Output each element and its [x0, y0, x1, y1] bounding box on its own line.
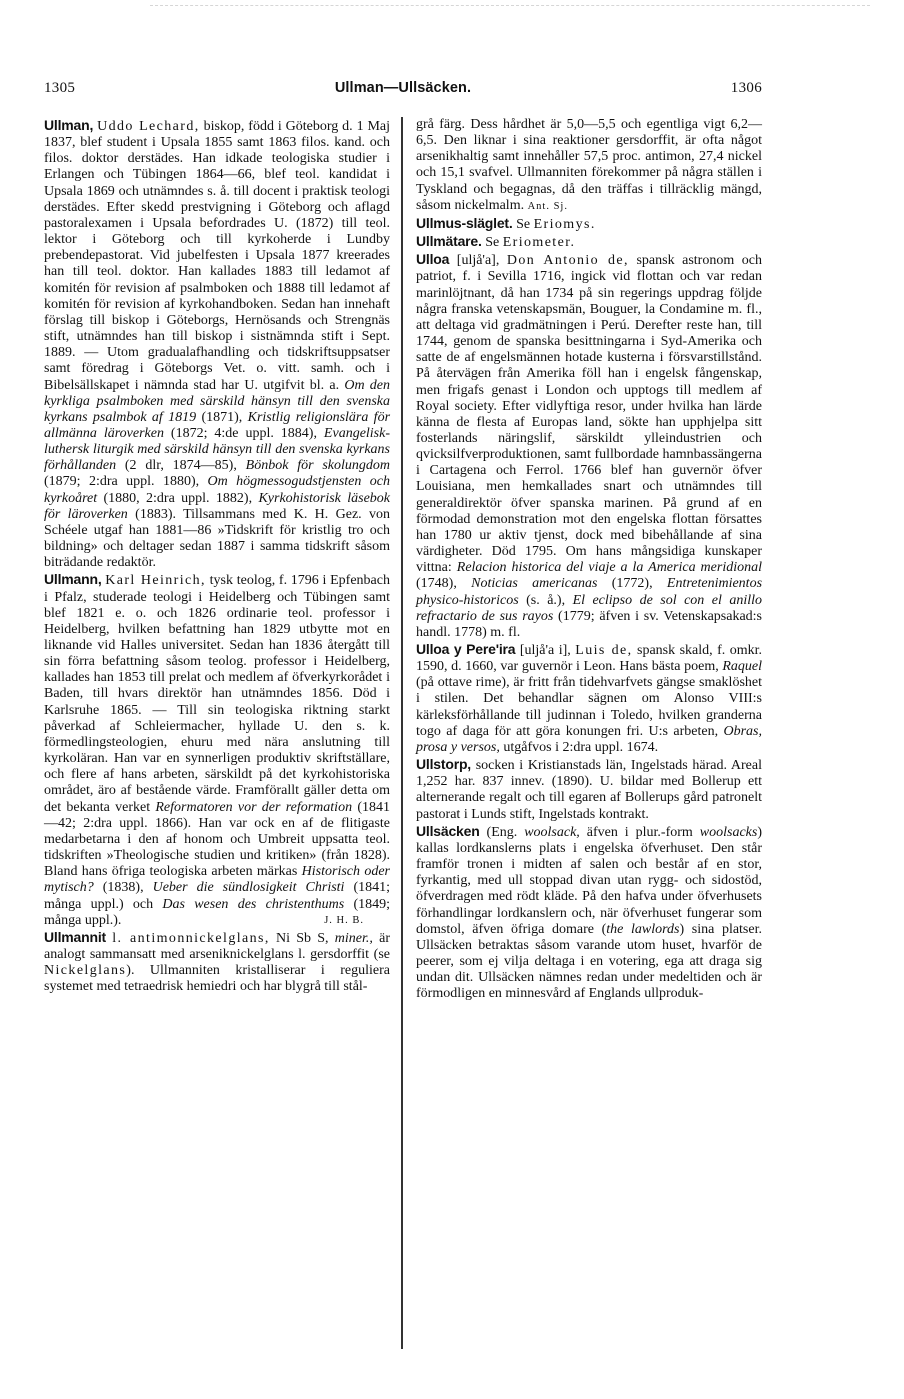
entry-italic: the lawlords	[606, 921, 680, 937]
entry-ullmannit-continued	[416, 117, 762, 215]
work-title: Evangelisk-luthersk liturgik med särskild hänsyn till den svenska kyrkans förhållanden	[44, 425, 391, 474]
column-divider	[401, 117, 403, 1349]
work-title: Das wesen des christenthums	[162, 896, 345, 912]
work-title: Historisch oder mytisch?	[44, 864, 390, 896]
entry-text: (1838),	[102, 880, 144, 896]
entry-text: (1883). Tillsammans med K. H. Gez. von Schéele utgaf han 1881—86 »Tidskrift för kristlig tro och bildning» och deltager sedan 1887 i samma tidskrift såsom biträdande redaktör.	[44, 506, 391, 571]
work-title: Entretenimientos physico-historicos	[416, 576, 763, 608]
entry-ullmatare	[416, 233, 762, 251]
headword-ullmannit: Ullmannit	[44, 928, 106, 945]
entry-text: (1772),	[611, 576, 653, 592]
entry-text: tysk teolog, f. 1796 i Epfenbach i Pfalz, studerade teologi i Heidelberg och Tübingen samt blef 1821 e. o. och 1826 ordinarie teol. professor i Heidelberg, hvilken befattning han 1829 utbytte mot en liknande vid Halles universitet. Sedan han 1836 återgått till sin förra befattning såsom teolog. professor i Heidelberg, kallades han 1853 till prelat och medlem af öfverkyrkorådet i Baden, till hvars direktör han utnämndes 1856. Död i Karlsruhe 1865. — Till sin teologiska riktning starkt påverkad af Schleiermacher, hyllade U. den s. k. förmedlingsteologien, ehuru med nära anslutning till kyrkoläran. Han var en synnerligen produktiv skriftställare, och flere af hans arbeten, särskildt på det kyrkohistoriska området, äro af bestående värde. Framförallt gäller detta om det bekanta verket	[44, 573, 390, 815]
work-title: Raquel	[722, 659, 763, 675]
entry-text: (1841—42; 2:dra uppl. 1866). Han var ock en af de flitigaste medarbetarna i den af honom och Umbreit uppsatta teol. tidskriften »Theologische studien und kritiken» (från 1828). Bland hans öfriga teologiska arbeten märkas	[44, 799, 390, 880]
entry-text: grå färg. Dess hårdhet är 5,0—5,5 och egentliga vigt 6,2—6,5. Den liknar i sina reaktioner gersdorffit, är ofta något arsenikhaltig samt innehåller 57,5 proc. antimon, 27,4 nickel och 15,1 svafvel. Ullmanniten förekommer på några ställen i Tyskland och begagnas, då den träffas i tillräcklig mängd, såsom nickelmalm.	[416, 117, 762, 213]
page-number-right: 1306	[730, 80, 762, 96]
entry-text: (1872; 4:de uppl. 1884),	[170, 425, 317, 441]
page-number-left: 1305	[44, 80, 76, 96]
entry-ulloa	[416, 251, 762, 641]
entry-name: Luis de,	[575, 643, 633, 658]
work-title: Obras, prosa y versos,	[416, 723, 762, 755]
entry-text: (2 dlr, 1874—85),	[124, 458, 237, 474]
work-title: Ueber die sündlosigkeit Christi	[152, 880, 345, 896]
entry-text: (1880, 2:dra uppl. 1882),	[103, 490, 253, 506]
entry-name: Don Antonio de,	[506, 253, 629, 269]
entry-text: Se	[516, 216, 531, 232]
entry-italic: miner.,	[334, 930, 373, 946]
headword-ullmann: Ullmann,	[44, 571, 102, 588]
entry-text: (1779; äfven i sv. Vetenskapsakad:s handl. 1778) m. fl.	[416, 608, 762, 640]
pronunciation: [uljå'a],	[456, 253, 500, 269]
author-signature: J. H. B.	[324, 914, 364, 926]
entry-ullstorp	[416, 756, 762, 823]
entry-italic: woolsacks	[699, 824, 758, 840]
entry-text: utgåfvos i 2:dra uppl. 1674.	[503, 739, 659, 755]
work-title: Om högmessogudstjensten och kyrkoåret	[44, 474, 391, 506]
entry-name: Uddo Lechard,	[97, 119, 200, 134]
entry-text: ). Ullmanniten kristalliserar i reguliera systemet med tetraedrisk hemiedri och har blygrå till stål-	[44, 963, 390, 995]
headword-ullmus: Ullmus-släglet.	[416, 214, 513, 231]
author-signature: Ant. Sj.	[527, 200, 568, 212]
headword-ulloa-y-pereira: Ulloa y Pere'ira	[416, 641, 516, 657]
entry-ulloa-y-pereira	[416, 641, 762, 756]
entry-text: är analogt sammansatt med arseniknickelglans l. gersdorffit (se	[44, 930, 391, 962]
entry-italic: woolsack,	[524, 824, 580, 840]
entry-text: (1748),	[416, 576, 457, 592]
running-title: Ullman—Ullsäcken.	[334, 80, 472, 96]
pronunciation: [uljå'a i],	[519, 643, 571, 658]
cross-reference: Eriometer.	[502, 235, 576, 251]
work-title: El eclipso de sol con el anillo refractario de sus rayos	[416, 592, 762, 624]
entry-text: (på ottave rime), är fritt från tidehvarfvets gängse smaklöshet i stilen. Det behandlar sägnen om Alonso VIII:s kärleksförhållande till judinnan i Toledo, hvilken granderna togo af daga för att göra konungen fri. U:s arbeten,	[416, 675, 762, 739]
work-title: Relacion historica del viaje a la America meridional	[456, 560, 762, 576]
entry-name: Karl Heinrich,	[105, 573, 206, 589]
cross-reference: Eriomys.	[533, 216, 596, 232]
right-column	[416, 117, 762, 1002]
entry-ullmannit	[44, 929, 390, 996]
entry-text: äfven i plur.-form	[586, 824, 693, 840]
entry-text: (1849; många uppl.).	[44, 896, 390, 928]
entry-text: (1871),	[201, 409, 243, 425]
headword-ullman: Ullman,	[44, 117, 94, 133]
work-title: Reformatoren vor der reformation	[155, 799, 353, 815]
entry-text: spansk skald, f. omkr. 1590, d. 1660, var guvernör i Leon. Hans bästa poem,	[416, 643, 763, 675]
entry-name: l. antimonnickelglans,	[112, 930, 270, 946]
entry-text: (1879; 2:dra uppl. 1880),	[44, 474, 200, 490]
work-title: Bönbok för skolungdom	[245, 458, 391, 474]
headword-ullsacken: Ullsäcken	[416, 822, 480, 839]
page-header	[44, 80, 762, 102]
headword-ullstorp: Ullstorp,	[416, 756, 471, 773]
entry-ullmann	[44, 571, 390, 928]
entry-text: ) kallas lordkanslerns plats i engelska öfverhuset. Den står framför tronen i midten af salen och består af en stor, fyrkantig, med ull stoppad divan utan rygg- och sidostöd, öfverdragen med rödt kläde. På den hafva under öfverhusets förhandlingar lordkanslern och, när öfverhuset fungerar som domstol, äfven öfriga domare (	[416, 824, 762, 937]
work-title: Kristlig religionslära för allmänna läroverken	[44, 409, 391, 441]
headword-ulloa: Ulloa	[416, 251, 450, 268]
entry-text: (Eng.	[486, 824, 518, 840]
entry-ullman	[44, 117, 390, 571]
work-title: Om den kyrkliga psalmboken med särskild hänsyn till den svenska kyrkans psalmbok af 1819	[44, 377, 391, 425]
left-column	[44, 117, 390, 995]
headword-ullmatare: Ullmätare.	[416, 233, 482, 250]
entry-text: Se	[485, 235, 500, 251]
entry-ullmus	[416, 215, 762, 233]
entry-ullsacken	[416, 823, 762, 1003]
cross-reference: Nickelglans	[44, 963, 127, 979]
work-title: Noticias americanas	[471, 576, 598, 592]
entry-text: socken i Kristianstads län, Ingelstads härad. Areal 1,252 har. 837 innev. (1890). U. bildar med Bollerup ett alternerande regalt och till egaren af Bollerups gård patronelt pastorat i Lunds stift, Ingelstads kontrakt.	[416, 758, 762, 822]
page-edge-line	[150, 5, 870, 6]
entry-text: (1841; många uppl.) och	[44, 880, 391, 912]
entry-text: (s. å.),	[526, 592, 566, 608]
entry-text: biskop, född i Göteborg d. 1 Maj 1837, blef student i Upsala 1855 samt 1863 filos. kand. och filos. doktor derstädes. Han idkade teologiska studier i Erlangen och Tübingen 1864—66, blef teol. kandidat i Upsala 1869 och utnämndes s. å. till docent i praktisk teologi derstädes. Efter skedd prestvigning i Göteborg och aflagd pastoralexamen i Upsala befordrades U. (1872) till teol. lektor i Göteborg och till kyrkoherde i Lundby prebendepastorat. Vid jubelfesten i Upsala 1877 kreerades han till teol. doktor. Han kallades 1883 till ledamot af komitén för revision af psalmboken och 1888 till ledamot af komitén för revision af kyrkohandboken. Sedan han innehaft förslag till biskop i Göteborgs, Hernösands och Strengnäs stift, utnämndes han till biskop i sistnämnda stift i Sept. 1889. — Utom gradualafhandling och tidskriftsuppsatser samt föredrag i Göteborgs Vet. o. vitt. samh. och i Bibelsällskapet i nämnda stad har U. utgifvit bl. a.	[44, 119, 391, 393]
entry-text: Ni Sb S,	[276, 930, 329, 946]
entry-text: ) sina platser. Ullsäcken betraktas såsom varande utom huset, hvarför de peerer, som ej vilja deltaga i en votering, ega att draga sig undan dit. Ullsäcken nämnes redan under medeltiden och är förmodligen en minnesvård af Englands ullproduk-	[416, 921, 762, 1002]
entry-text: spansk astronom och patriot, f. i Sevilla 1716, ingick vid flottan och var redan marinlöjtnant, då han 1734 på sin regerings uppdrag följde några franska vetenskapsmän, Bouguer, la Condamine m. fl., att deltaga vid gradmätningen i Perú. Derefter reste han, till 1744, genom de spanska besittningarna i Syd-Amerika och satte de af engelsmännen hotade kusterna i försvarstillstånd. På återvägen från Amerika föll han i engelsk fångenskap, men frigafs genast i London och upptogs till medlem af Royal society. Efter vidlyftiga resor, under hvilka han lärde känna de flesta af Europas land, sökte han upphjelpa sitt fosterlands näringslif, särskildt ylleindustrien och qvicksilfverproduktionen, samt fullbordade hamnbassängerna i Cartagena och Ferrol. 1766 blef han guvernör öfver Louisiana, men hemkallades snart och utnämndes till generaldirektör öfver spanska marinen. På grund af en förmodad demonstration mot den engelska flottan försattes han 1780 ur aktiv tjenst, dock med bibehållande af sina värdigheter. Död 1795. Om hans mångsidiga kunskaper vittna:	[416, 253, 763, 576]
work-title: Kyrkohistorisk läsebok för läroverken	[44, 490, 391, 522]
